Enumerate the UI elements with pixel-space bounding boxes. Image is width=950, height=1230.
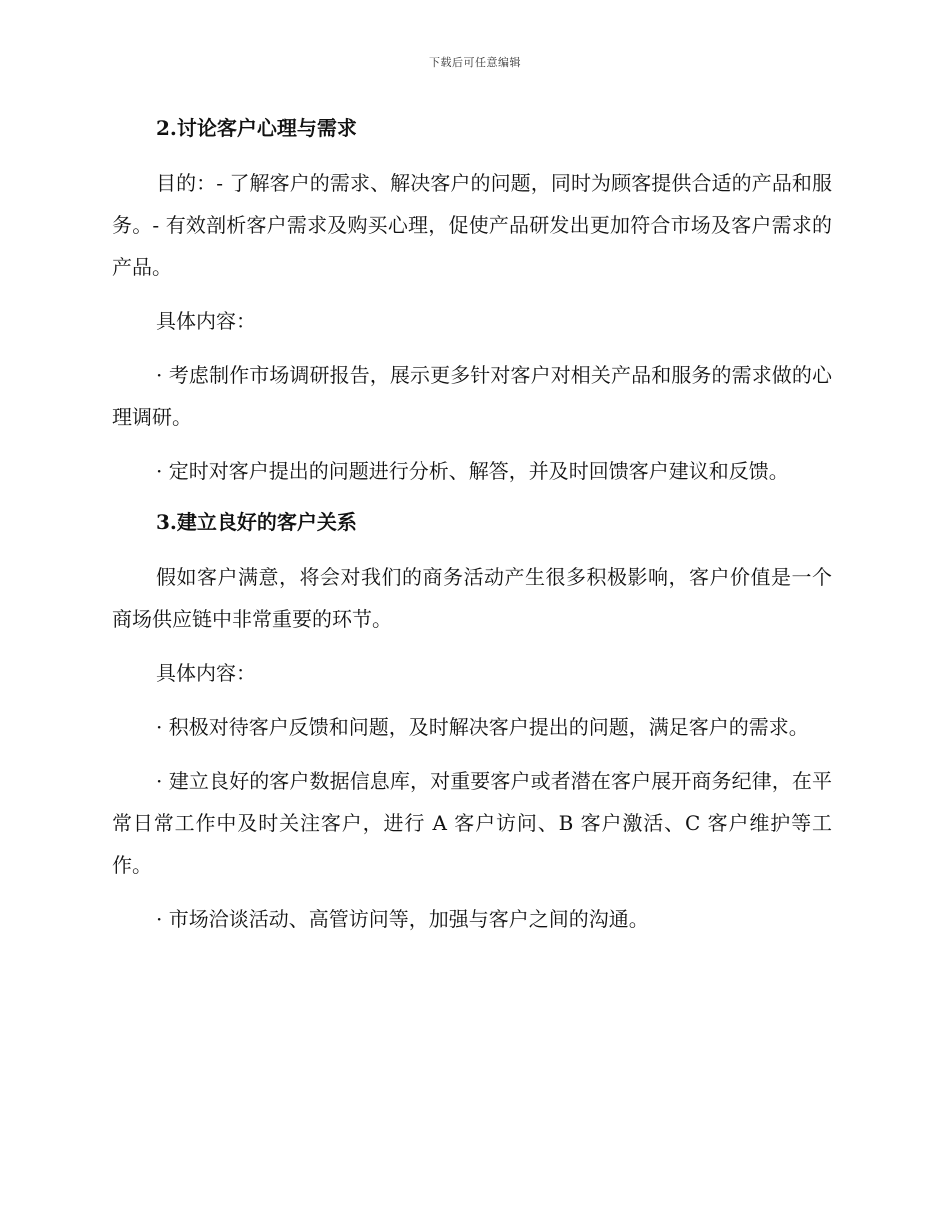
spacer xyxy=(112,694,832,706)
section-2-bullet-2: · 定时对客户提出的问题进行分析、解答，并及时回馈客户建议和反馈。 xyxy=(156,459,789,483)
spacer xyxy=(112,288,832,300)
document-body xyxy=(112,110,832,940)
section-3-heading: 3.建立良好的客户关系 xyxy=(156,510,357,534)
spacer xyxy=(112,886,832,898)
spacer xyxy=(112,146,832,162)
section-3-bullet-1: · 积极对待客户反馈和问题，及时解决客户提出的问题，满足客户的需求。 xyxy=(156,715,809,739)
section-3-bullet-2: · 建立良好的客户数据信息库，对重要客户或者潜在客户展开商务纪律，在平常日常工作中及时关注客户，进行 A 客户访问、B 客户激活、C 客户维护等工作。 xyxy=(112,769,832,877)
header-note: 下载后可任意编辑 xyxy=(429,56,521,69)
section-3-content-label: 具体内容： xyxy=(156,661,256,685)
section-3-intro: 假如客户满意，将会对我们的商务活动产生很多积极影响，客户价值是一个商场供应链中非常重要的环节。 xyxy=(112,565,832,631)
section-2-content-label: 具体内容： xyxy=(156,309,256,333)
section-3-bullet-3: · 市场洽谈活动、高管访问等，加强与客户之间的沟通。 xyxy=(156,907,649,931)
spacer xyxy=(112,342,832,354)
spacer xyxy=(112,492,832,504)
section-2-heading: 2.讨论客户心理与需求 xyxy=(156,116,357,140)
spacer xyxy=(112,640,832,652)
spacer xyxy=(112,540,832,556)
section-2-purpose: 目的：- 了解客户的需求、解决客户的问题，同时为顾客提供合适的产品和服务。- 有效剖析客户需求及购买心理，促使产品研发出更加符合市场及客户需求的产品。 xyxy=(112,171,832,279)
section-2-bullet-1: · 考虑制作市场调研报告，展示更多针对客户对相关产品和服务的需求做的心理调研。 xyxy=(112,363,832,429)
spacer xyxy=(112,748,832,760)
spacer xyxy=(112,438,832,450)
